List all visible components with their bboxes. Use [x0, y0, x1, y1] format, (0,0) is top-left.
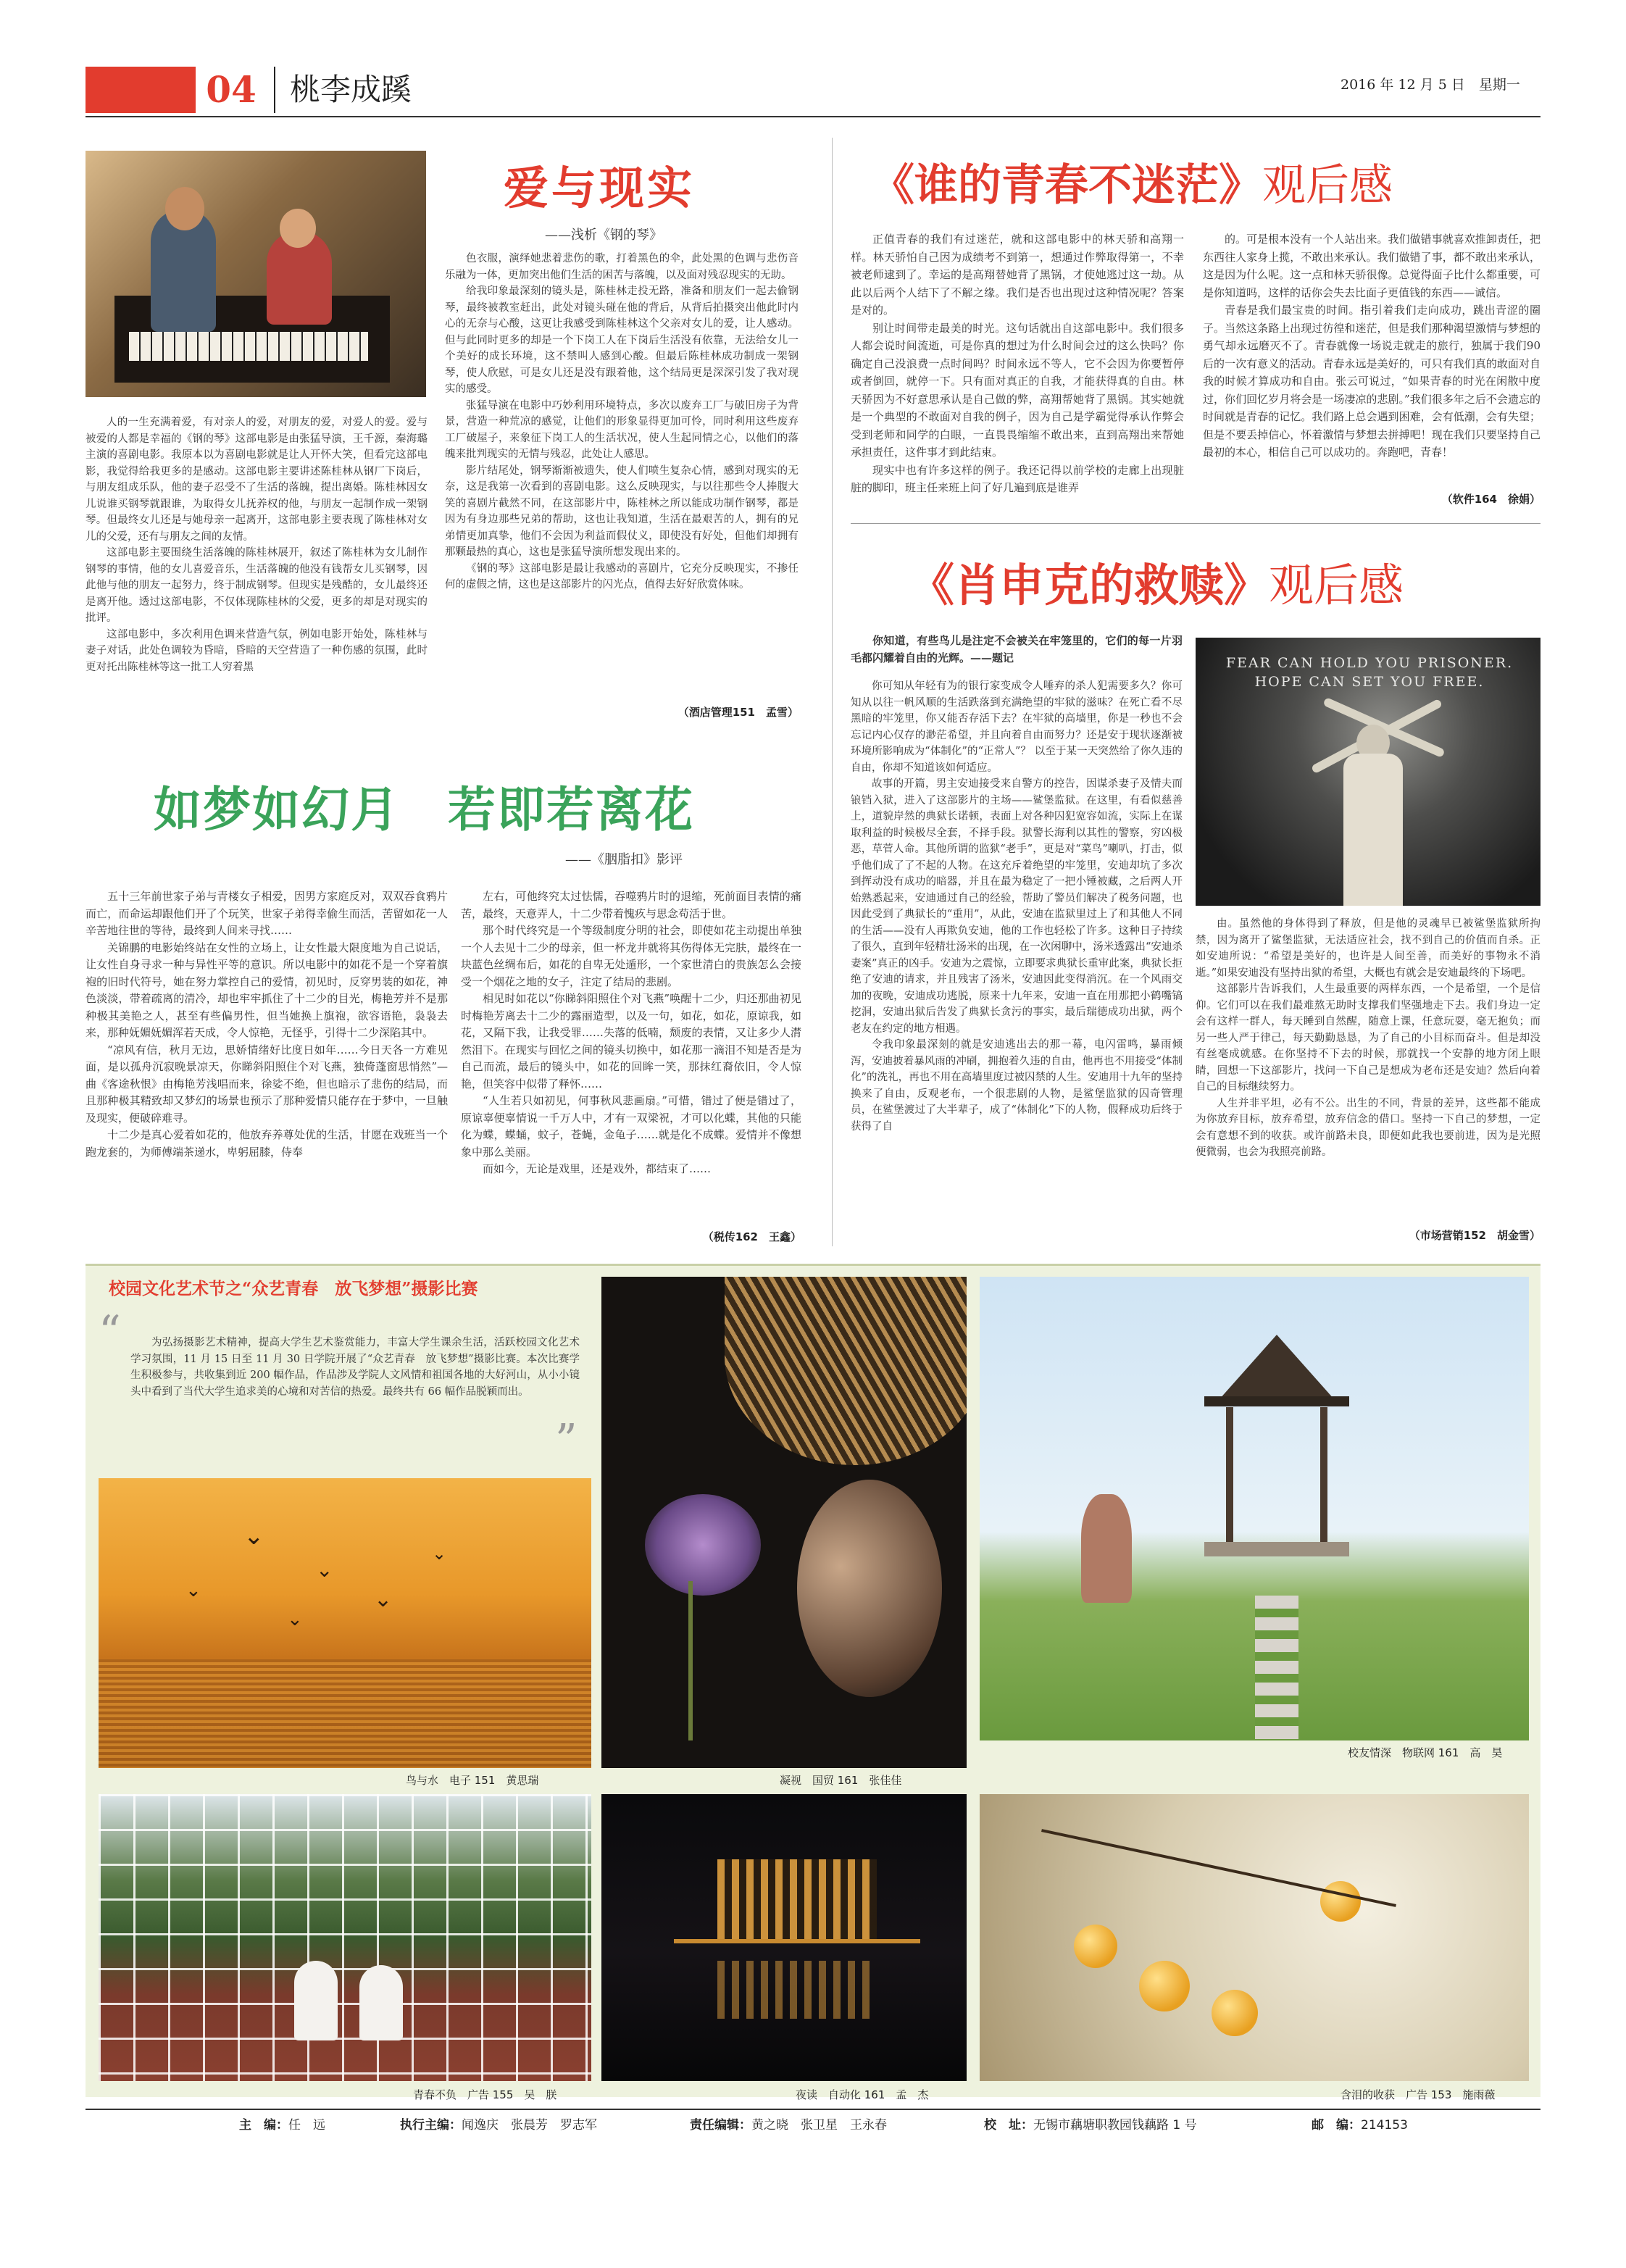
youth-article-signature: （软件164 徐娟） — [1441, 493, 1540, 506]
rouge-article-subtitle: ——《胭脂扣》影评 — [565, 852, 683, 867]
masthead-divider — [274, 67, 275, 113]
piano-film-photo — [86, 151, 426, 397]
header-rule — [86, 116, 1540, 117]
shawshank-article-title: 《肖申克的救赎》观后感 — [909, 559, 1404, 612]
shawshank-epigraph: 你知道，有些鸟儿是注定不会被关在牢笼里的，它们的每一片羽毛都闪耀着自由的光辉。——题记 — [851, 634, 1183, 664]
piano-article-col2: 色衣服，演绎她悲着悲伤的歌，打着黑色的伞，此处黑的色调与悲伤音乐融为一体，更加突出他们生活的困苦与落魄，以及面对残忍现实的无助。 给我印象最深刻的镜头是，陈桂林走投无路，准备和朋友们一起去偷钢琴，最终被教室赶出，此处对镜头碰在他的背后，从背后拍摄突出他此时内心的无奈与心酸，这更让我感受到陈桂林这个父亲对女儿的爱，让人感动。但与此同时更多的却是一个下岗工人在下岗后生活没有依靠，无法给女儿一个美好的成长环境，这不禁叫人感到心酸。但最后陈桂林成功制成一架钢琴，使人欣慰，可是女儿还是没有跟着他，这个结局更是深深引发了我对现实的感受。 张猛导演在电影中巧妙利用环境特点，多次以废弃工厂与破旧房子为背景，营造一种荒凉的感觉，让他们的形象显得更加可怜，同时利用这些废弃工厂破屋子，来象征下岗工人的生活状况，使人生起同情之心，以他们的落魄来批判现实的无情与残忍，此处让人感思。 影片结尾处，钢琴渐渐被遗失，使人们喷生复杂心情，感到对现实的无奈，这是我第一次看到的喜剧电影。这么反映现实，与以往那些令人捧腹大笑的喜剧片截然不同，在这部影片中，陈桂林之所以能成功制作钢琴，都是因为有身边那些兄弟的帮助，这也让我知道，生活在最艰苦的人，拥有的兄弟情更加真挚，他们不会因为利益而假仗义，即使没有好处，但他们却拥有那颗最热的真心，这也是张猛导演所想发现出来的。 《钢的琴》这部电影是最让我感动的喜剧片，它充分反映现实，不掺任何的虚假之情，这也是这部影片的闪光点，值得去好好欣赏体味。 — [445, 253, 799, 591]
photo-youth-goal-net — [99, 1794, 591, 2081]
section-title: 桃李成蹊 — [290, 72, 412, 107]
photo-night-reading — [601, 1794, 967, 2081]
column-divider-vertical — [832, 138, 833, 1246]
piano-article-title: 爱与现实 — [504, 162, 696, 214]
shawshank-photo-line1: FEAR CAN HOLD YOU PRISONER. — [1225, 655, 1514, 671]
shawshank-article-col1: 你可知从年轻有为的银行家变成令人唾弃的杀人犯需要多久？你可知从以往一帆风顺的生活跌落到充满绝望的牢狱的滋味？在死亡看不尽黑暗的牢笼里，你又能否存活下去？在牢狱的高墙里，你是一秒也不会忘记内心仅存的渺茫希望，并且向着自由而努力？还是安于现状逐渐被环境所影响成为“体制化”的“正常人”？ 以至于某一天突然给了你久违的自由，你却不知道该如何适应。 故事的开篇，男主安迪接受来自警方的控告，因谋杀妻子及情夫而锒铛入狱，进入了这部影片的主场——鲨堡监狱。在这里，有看似慈善上，道貌岸然的典狱长诺顿，表面上对各种囚犯宽容如流，实际上在谋取利益的时候极尽全套，不择手段。狱警长海利以其性的警察，穷凶极恶，草菅人命。其他所谓的监狱“老手”，更是对“菜鸟”喇叭，打击，似乎他们成了了不起的人物。在这充斥着绝望的牢笼里，安迪却坑了多次到挥动没有成功的暗器，并且在最为稳定了一把小锤被藏，之后两人开始熟悉起来，安迪通过自己的经验，帮助了警员们解决了税务问题，也因此受到了典狱长的“重用”，从此，安迪在监狱里过上了和其他人不同的生活——没有人再欺负安迪，他的工作也轻松了许多。这种日子持续了很久，直到年轻精壮汤米的出现，在一次闲聊中，汤米透露出“安迪杀妻案”真正的凶手。安迪为之震惊，立即要求典狱长重审此案，典狱长拒绝了安迪的请求，并且残害了汤米，安迪因此变得消沉。在一个风雨交加的夜晚，安迪成功逃脱，原来十九年来，安迪一直在用那把小鹤嘴镐挖洞，安迪出狱后告发了典狱长贪污的事实，最后瑞德成功出狱，两个老友在约定的地方相遇。 令我印象最深刻的就是安迪逃出去的那一幕，电闪雷鸣，暴雨倾泻，安迪披着暴风雨的冲刷，拥抱着久违的自由，他再也不用接受“体制化”的洗礼，再也不用在高墙里度过被囚禁的人生。安迪用十九年的坚持换来了自由，反观老布，一个很悲剧的人物，是鲨堡监狱的囚奇管理员，在鲨堡渡过了大半辈子，成了“体制化”下的人物，假释成功后终于获得了自 — [851, 680, 1183, 1133]
rouge-article-signature: （税传162 王鑫） — [702, 1230, 801, 1243]
photo-contest-intro: 为弘扬摄影艺术精神，提高大学生艺术鉴赏能力，丰富大学生课余生活，活跃校园文化艺术学习氛围，11 月 15 日至 11 月 30 日学院开展了“众艺青春 放飞梦想”摄影比赛。本次比赛学生积极参与，共收集到近 200 幅作品，作品涉及学院人文风情和祖国各地的大好河山，从小小镜头中看到了当代大学生追求美的心境和对苦信的热爱。最终共有 66 幅作品脱颖而出。 — [130, 1337, 580, 1398]
photo-caption-2: 凝视 国贸 161 张佳佳 — [780, 1774, 902, 1787]
piano-article-subtitle: ——浅析《钢的琴》 — [545, 228, 662, 243]
piano-article-signature: （酒店管理151 孟雪） — [678, 706, 799, 719]
photo-caption-4: 青春不负 广告 155 吴 朕 — [413, 2088, 557, 2101]
footer-exec-editor: 执行主编：闻逸庆 张晨芳 罗志军 — [400, 2118, 597, 2132]
youth-article-col2: 的。可是根本没有一个人站出来。我们做错事就喜欢推卸责任，把东西往人家身上揽，不敢出来承认。我们做错了事，都不敢出来承认，这是因为什么呢。这一点和林天骄很像。总觉得面子比什么都重要，可是你知道吗，这样的话你会失去比面子更值钱的东西——诚信。 青春是我们最宝贵的时间。指引着我们走向成功，跳出青涩的圈子。当然这条路上出现过彷徨和迷茫，但是我们那种渴望激情与梦想的勇气却永远磨灭不了。青春就像一场说走就走的旅行，独属于我们90后的一次有意义的活动。青春永远是美好的，可只有我们真的敢面对自我的时候才算成功和自由。张云可说过，“如果青春的时光在闲散中度过，你们回忆岁月将会是一场凄凉的悲剧。”我们很多年之后不会遗忘的时间就是青春的记忆。我们路上总会遇到困难，会有低潮，会有失望；但是不要丢掉信心，怀着激情与梦想去拼搏吧！现在我们只要坚持自己最初的本心，相信自己可以成功的。奔跑吧，青春！ — [1203, 233, 1540, 459]
photo-caption-3: 校友情深 物联网 161 高 昊 — [1348, 1746, 1503, 1759]
piano-article-col1: 人的一生充满着爱，有对亲人的爱，对朋友的爱，对爱人的爱。爱与被爱的人都是幸福的《钢的琴》这部电影是由张猛导演，王千源，秦海璐主演的喜剧电影。我原本以为喜剧电影就是让人开怀大笑，但看完这部电影，我觉得给我更多的是感动。这部电影主要讲述陈桂林从钢厂下岗后，与朋友组成乐队，他的妻子忍受不了生活的落魄，提出离婚。陈桂林因女儿说谁买钢琴就跟谁，为取得女儿抚养权的他，与朋友一起制作成一架钢琴。但最终女儿还是与她母亲一起离开，这部电影主要表现了陈桂林对女儿的父爱，还有与朋友之间的友情。 这部电影主要围绕生活落魄的陈桂林展开，叙述了陈桂林为女儿制作钢琴的事情，他的女儿喜爱音乐，生活落魄的他没有钱帮女儿买钢琴，因此他与他的朋友一起努力，终于制成钢琴。但现实是残酷的，女儿最终还是离开他。透过这部电影，不仅体现陈桂林的父爱，更多的却是对现实的批评。 这部电影中，多次利用色调来营造气氛，例如电影开始处，陈桂林与妻子对话，此处色调较为昏暗，昏暗的天空营造了一种伤感的氛围，此时更对托出陈桂林等这一批工人穷着黑 — [86, 417, 428, 673]
footer-resp-editor: 责任编辑：黄之晓 张卫星 王永春 — [690, 2118, 887, 2132]
footer-editor: 主 编：任 远 — [239, 2118, 325, 2132]
youth-article-rule — [851, 523, 1540, 524]
photo-pavilion — [980, 1277, 1529, 1740]
youth-article-title: 《谁的青春不迷茫》观后感 — [871, 160, 1393, 211]
shawshank-photo-line2: HOPE CAN SET YOU FREE. — [1254, 674, 1485, 690]
photo-caption-6: 含泪的收获 广告 153 施雨薇 — [1341, 2088, 1496, 2101]
photo-caption-5: 夜读 自动化 161 孟 杰 — [796, 2088, 929, 2101]
rouge-article-col2: 左右，可他终究太过怯懦，吞噬鸦片时的退缩，死前面目表情的痛苦，最终，天意弄人，十二少带着愧疚与思念苟活于世。 那个时代终究是一个等级制度分明的社会，即使如花主动提出单独一个人去见十二少的母亲，但一杯龙井就将其伤得体无完肤，最终在一块蓝色丝绸布后，如花的自卑无处遁形，一个家世清白的贵族怎么会接受一个烟花之地的女子，注定了结局的悲剧。 相见时如花以“你睇斜阳照住个对飞燕”唤醒十二少，归还那曲初见时梅艳芳离去十二少的露丽造型，以及一句，如花，如花，原谅我，如花，又隔下我，让我受罪……失落的低喃，颓废的表情，又让多少人潸然泪下。在现实与回忆之间的镜头切换中，如花那一滴泪不知是否是为自己而流，最后的镜头中，如花的回眸一笑，那抹红裔依旧，令人惊艳，但笑容中似带了释怀…… “人生若只如初见，何事秋风悲画扇。”可惜，错过了便是错过了，原谅辜便辜情说一千万人中，才有一双梁祝，才可以化蝶，其他的只能化为蝶，蝶蛹，蚊子，苍蝇，金龟子……就是化不成蝶。爱情并不像想象中那么美丽。 而如今，无论是戏里，还是戏外，都结束了…… — [461, 890, 801, 1175]
rouge-article-title: 如梦如幻月 若即若离花 — [154, 782, 694, 838]
photo-berries — [980, 1794, 1529, 2081]
page-number: 04 — [196, 67, 267, 113]
photo-birds-water: ⌄ ⌄ ⌄ ⌄ ⌄ ⌄ — [99, 1478, 591, 1768]
footer-rule — [86, 2109, 1540, 2110]
photo-gaze — [601, 1277, 967, 1768]
open-quote-mark: “ — [99, 1306, 121, 1357]
close-quote-mark: ” — [555, 1415, 578, 1466]
shawshank-film-photo — [1196, 638, 1540, 906]
photo-caption-1: 鸟与水 电子 151 黄思瑞 — [406, 1774, 539, 1787]
issue-date: 2016 年 12 月 5 日 星期一 — [1341, 77, 1520, 93]
footer-zip: 邮 编：214153 — [1312, 2118, 1408, 2132]
footer-address: 校 址：无锡市藕塘职教园钱藕路 1 号 — [984, 2118, 1197, 2132]
shawshank-article-signature: （市场营销152 胡金雪） — [1409, 1229, 1540, 1242]
rouge-article-col1: 五十三年前世家子弟与青楼女子相爱，因男方家庭反对，双双吞食鸦片而亡，而命运却跟他们开了个玩笑，世家子弟得幸偷生而活，苦留如花一人辛苦地往世的等待，最终到人间来寻找…… 关锦鹏的电影始终站在女性的立场上，让女性最大限度地为自己说话，让女性自身寻求一种与异性平等的意识。所以电影中的如花不是一个穿着旗袍的旧时代符号，她在努力掌控自己的爱情，初见时，反穿男装的如花，神色淡淡，带着疏离的清冷，却也牢牢抓住了十二少的目光，梅艳芳并不是那种极其美艳之人，甚至有些偏男性，但当她换上旗袍，欲容语艳，袅袅去来，那种妩媚妩媚浑若天成，令人惊艳，无怪乎，引得十二少深陷其中。 “凉风有信，秋月无边，思娇情绪好比度日如年……今日天各一方难见面，是以孤舟沉寂晚景凉天，你睇斜阳照住个对飞燕，独倚蓬窗思悄然”—曲《客途秋恨》由梅艳芳浅唱而来，徐娑不绝，但也暗示了悲伤的结局，而且那种极其精致却又梦幻的场景也预示了那种爱情只能存在于梦中，一旦触及现实，便破碎难寻。 十二少是真心爱着如花的，他放弃养尊处优的生活，甘愿在戏班当一个跑龙套的，为师傅端茶递水，卑躬屈膝，侍奉 — [86, 890, 448, 1159]
shawshank-article-col2: 由。虽然他的身体得到了释放，但是他的灵魂早已被鲨堡监狱所拘禁，因为离开了鲨堡监狱，无法适应社会，找不到自己的价值而自杀。正如安迪所说：“希望是美好的，也许是人间至善，而美好的事物永不消逝。”如果安迪没有坚持出狱的希望，大概也有就会是安迪最终的下场吧。 这部影片告诉我们，人生最重要的两样东西，一个是希望，一个是信仰。它们可以在我们最难熬无助时支撑我们坚强地走下去。我们身边一定会有这样一群人，每天睡到自然醒，随意上课，任意玩耍，毫无抱负；而另一些人严于律己，每天勤勤恳恳，为了自己的小目标而奋斗。但是却没有丝毫成就感。在你坚持不下去的时候，那就找一个安静的地方闭上眼睛，回想一下这部影片，找问一下自己是想成为老布还是安迪？然后向着自己的目标继续努力。 人生并非平坦，必有不公。出生的不同，背景的差异，这些都不能成为你放弃目标，放弃希望，放弃信念的借口。坚持一下自己的梦想，一定会有意想不到的收获。或许前路未良，即便如此我也要前进，因为是光照便微弱，也会为我照亮前路。 — [1196, 918, 1540, 1158]
photo-contest-title: 校园文化艺术节之“众艺青春 放飞梦想”摄影比赛 — [109, 1279, 478, 1298]
youth-article-col1: 正值青春的我们有过迷茫，就和这部电影中的林天骄和高翔一样。林天骄怕自己因为成绩考不到第一，想通过作弊取得第一，不幸被老师逮到了。幸运的是高翔替她背了黑锅，才使她逃过这一劫。从此以后两个人结下了不解之缘。我们是否也出现过这种情况呢？答案是对的。 别让时间带走最美的时光。这句话就出自这部电影中。我们很多人都会说时间流逝，可是你真的想过为什么时间会过的这么快吗？你确定自己没浪费一点时间吗？时间永远不等人，它不会因为你要暂停或者倒回，就停一下。只有面对真正的自我，才能获得真的自由。林天骄因为不好意思承认是自己做的弊，高翔帮她背了黑锅。其实她就是一个典型的不敢面对自我的例子，因为自己是学霸觉得承认作弊会受到老师和同学的白眼，一直畏畏缩缩不敢出来，直到高翔出来帮她承担责任，这件事才到此结束。 现实中也有许多这样的例子。我还记得以前学校的走廊上出现脏脏的脚印，班主任来班上问了好几遍到底是谁弄 — [851, 233, 1184, 494]
